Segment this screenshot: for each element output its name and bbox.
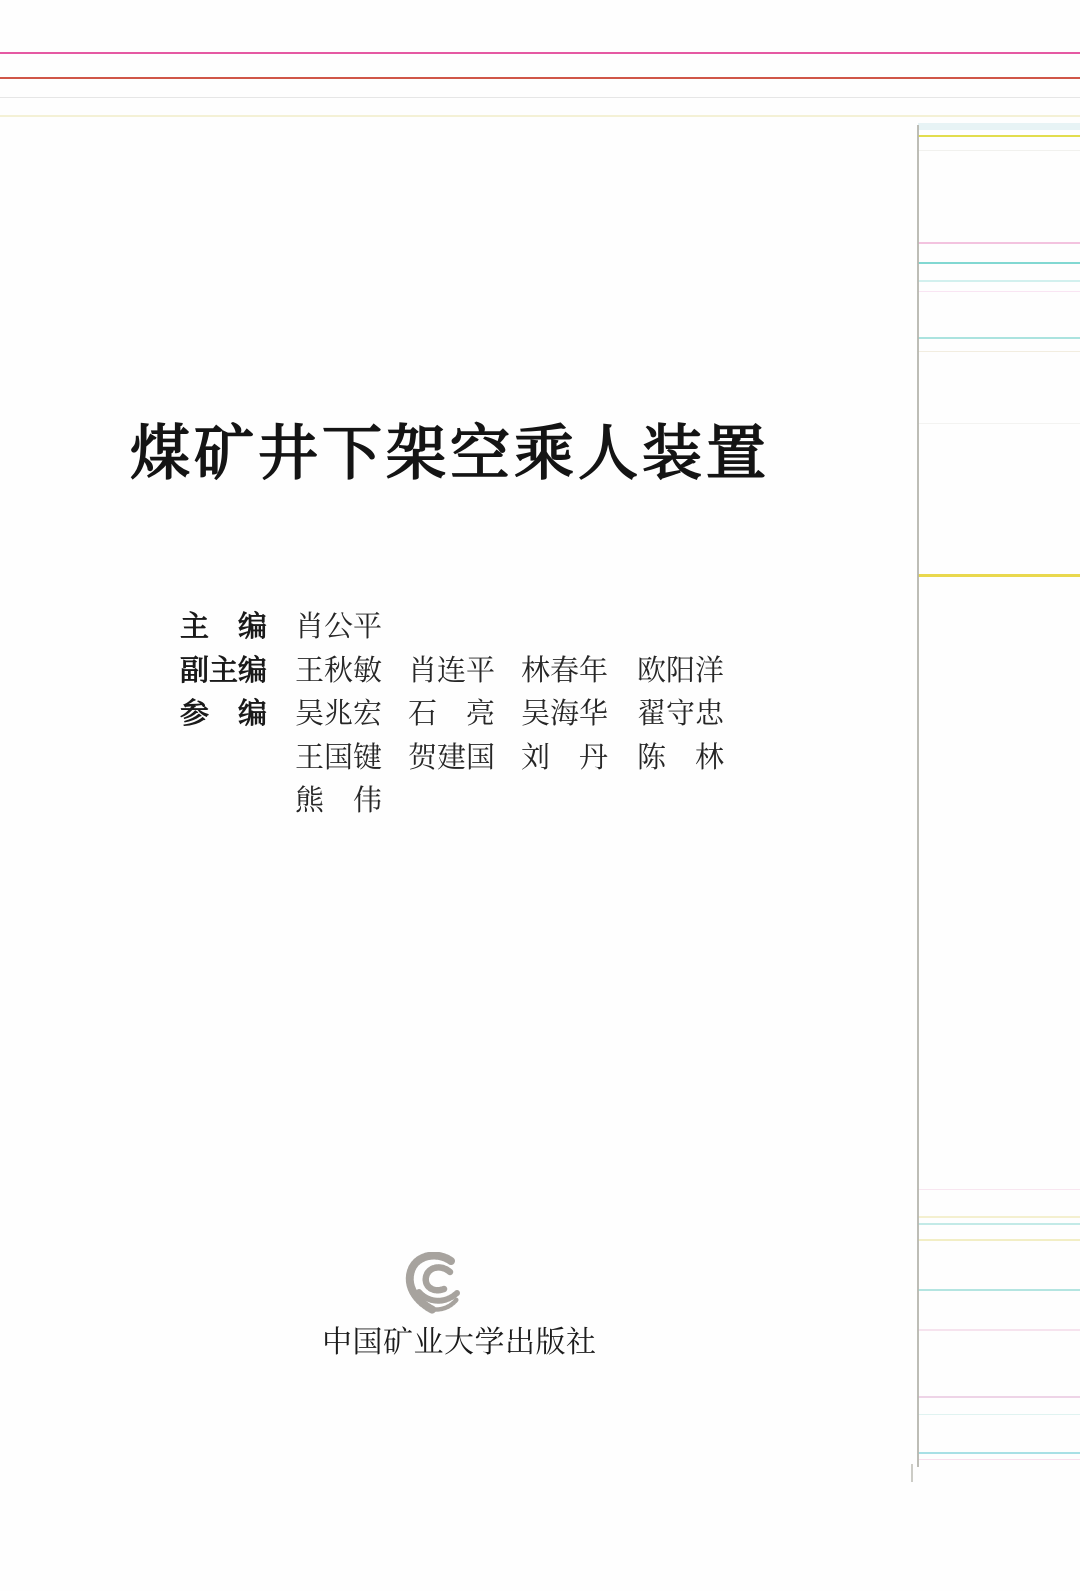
scan-artifact-line [0,52,1080,54]
scan-artifact-line [918,262,1080,264]
scan-artifact-line [918,574,1080,577]
scan-artifact-line [918,1189,1080,1190]
editor-name: 熊 伟 [295,785,383,817]
scan-artifact-line [911,1464,913,1482]
editor-name: 刘 丹 [521,742,609,774]
scan-artifact-line [0,77,1080,79]
editor-row-contributors-3 [0,784,1080,820]
editor-name: 陈 林 [637,742,725,774]
scan-artifact-line [918,1414,1080,1415]
publisher-logo-icon [401,1252,467,1316]
scan-artifact-line [0,97,1080,98]
deputy-editor-label: 副主编 [180,655,268,687]
scan-artifact-line [0,115,1080,117]
scan-artifact-line [918,1216,1080,1218]
scan-artifact-line [918,1459,1080,1460]
editor-name: 石 亮 [408,698,496,730]
scan-artifact-line [918,1239,1080,1241]
editor-row-contributors-1 [0,697,1080,733]
scan-artifact-line [918,1223,1080,1225]
editor-row-chief [0,610,1080,646]
scan-artifact-line [918,291,1080,292]
scan-artifact-line [918,242,1080,244]
scan-artifact-line [918,1452,1080,1454]
contributors-label: 参 编 [180,698,268,730]
editor-name: 吴兆宏 [295,698,383,730]
scan-artifact-line [918,1289,1080,1291]
scan-artifact-line [918,135,1080,137]
editor-name: 贺建国 [408,742,496,774]
scan-artifact-line [918,1329,1080,1331]
publisher-name: 中国矿业大学出版社 [322,1326,597,1359]
editor-name: 欧阳洋 [637,655,725,687]
scan-artifact-line [918,337,1080,339]
scan-artifact-line [918,351,1080,352]
scan-artifact-line [918,150,1080,151]
scan-artifact-line [918,123,1080,130]
chief-editor-label: 主 编 [180,611,268,643]
editor-name: 林春年 [521,655,609,687]
editor-name: 王秋敏 [295,655,383,687]
editor-name: 肖连平 [408,655,496,687]
scan-artifact-line [918,280,1080,282]
editor-name: 翟守忠 [637,698,725,730]
scan-artifact-line [918,1396,1080,1398]
editor-row-contributors-2 [0,741,1080,777]
editor-name: 吴海华 [521,698,609,730]
book-title: 煤矿井下架空乘人装置 [130,420,770,487]
scan-artifact-line [918,423,1080,424]
editor-name: 肖公平 [295,611,383,643]
editor-row-deputy [0,654,1080,690]
editor-name: 王国键 [295,742,383,774]
